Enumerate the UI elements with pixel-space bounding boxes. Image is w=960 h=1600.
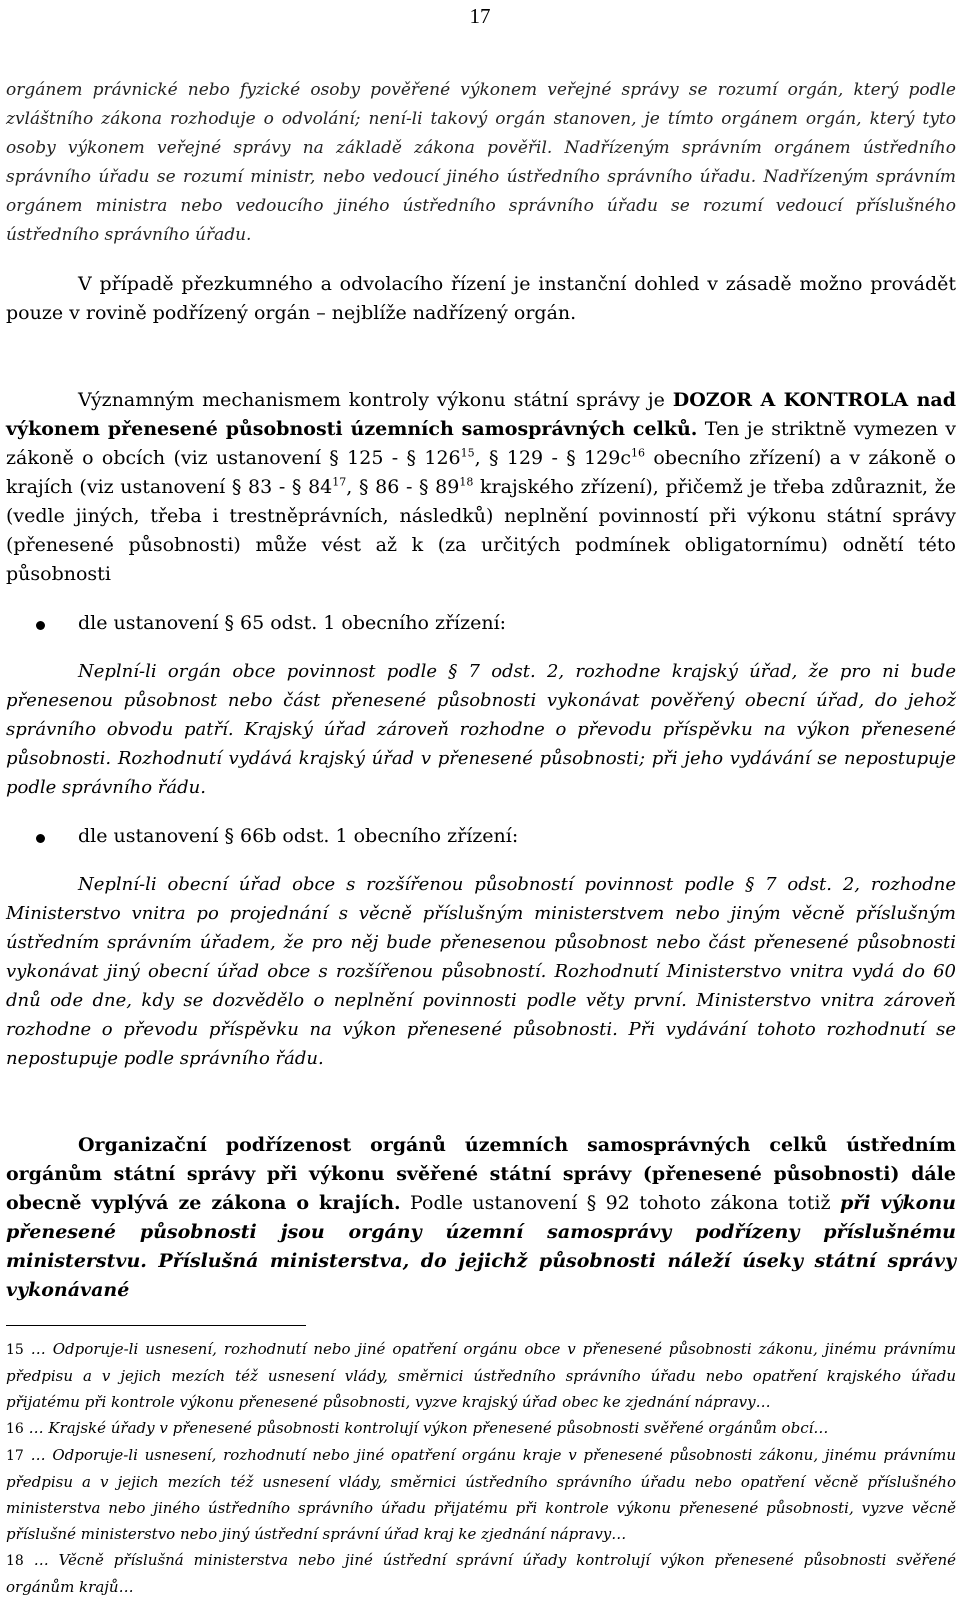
page-content <box>6 76 956 1600</box>
bullet-item <box>6 609 956 638</box>
law-quote: Neplní-li obecní úřad obce s rozšířenou působností povinnost podle § 7 odst. 2, rozhodne Ministerstvo vnitra po projednání s věcně příslušným ministerstvem nebo jiným věcně příslušným ústředním správním úřadem, že pro něj bude přenesenou působnost nebo část přenesené působnosti vykonávat jiný obecní úřad obce s rozšířenou působností. Rozhodnutí Ministerstvo vnitra vydá do 60 dnů ode dne, kdy se dozvědělo o neplnění povinnosti podle věty první. Ministerstvo vnitra zároveň rozhodne o převodu příspěvku na výkon přenesené působnosti. Při vydávání tohoto rozhodnutí se nepostupuje podle správního řádu. <box>6 874 956 1069</box>
bullet-text: dle ustanovení § 66b odst. 1 obecního zřízení: <box>78 825 519 847</box>
paragraph-text: obecního zřízení) a v zákoně o krajích (viz ustanovení § 83 - § 84 <box>6 447 956 498</box>
footnote <box>6 1336 956 1415</box>
paragraph-text: krajského zřízení), přičemž je třeba zdůraznit, že (vedle jiných, třeba i trestněprávních, následků) neplnění povinností při výkonu státní správy (přenesené působnosti) může vést až k (za určitých podmínek obligatornímu) odnětí této působnosti <box>6 476 956 585</box>
bullet-text: dle ustanovení § 65 odst. 1 obecního zřízení: <box>78 612 507 634</box>
bullet-icon <box>36 834 45 843</box>
footnote-ref[interactable]: 15 <box>460 446 475 460</box>
paragraph-text: Ten je striktně vymezen v zákoně o obcích (viz ustanovení § 125 - § 126 <box>6 418 956 469</box>
paragraph-continuation: orgánem právnické nebo fyzické osoby pověřené výkonem veřejné správy se rozumí orgán, který podle zvláštního zákona rozhoduje o odvolání; není-li takový orgán stanoven, je tímto orgánem orgán, který tyto osoby výkonem veřejné správy na základě zákona pověřil. Nadřízeným správním orgánem ústředního správního úřadu se rozumí ministr, nebo vedoucí jiného ústředního správního úřadu. Nadřízeným správním orgánem ministra nebo vedoucího jiného ústředního správního úřadu se rozumí vedoucí příslušného ústředního správního úřadu. <box>6 80 956 245</box>
footnotes <box>6 1336 956 1600</box>
footnote-number: 17 <box>6 1448 24 1464</box>
footnote-ref[interactable]: 18 <box>459 475 474 489</box>
page-number: 17 <box>469 4 491 28</box>
paragraph-text: Významným mechanismem kontroly výkonu státní správy je <box>78 389 673 411</box>
footnote-number: 16 <box>6 1421 24 1437</box>
footnote-text: … Odporuje-li usnesení, rozhodnutí nebo jiné opatření orgánu obce v přenesené působnosti zákonu, jinému právnímu předpisu a v jejich mezích též usnesení vlády, směrnici ústředního správního úřadu nebo opatření krajského úřadu přijatému při kontrole výkonu přenesené působnosti, vyzve krajský úřad obec ke zjednání nápravy… <box>6 1340 956 1411</box>
footnote-text: … Věcně příslušná ministerstva nebo jiné ústřední správní úřady kontrolují výkon přenesené působnosti svěřené orgánům krajů… <box>6 1551 956 1596</box>
bullet-item <box>6 822 956 851</box>
footnote <box>6 1547 956 1600</box>
footnote <box>6 1415 956 1442</box>
footnote-ref[interactable]: 17 <box>332 475 347 489</box>
footnote-number: 18 <box>6 1553 24 1569</box>
footnote-text: … Odporuje-li usnesení, rozhodnutí nebo jiné opatření orgánu kraje v přenesené působnosti zákonu, jinému právnímu předpisu a v jejich mezích též usnesení vlády, směrnici ústředního správního úřadu nebo opatření věcně příslušného ministerstva nebo jiného ústředního správního úřadu přijatému při kontrole výkonu přenesené působnosti, vyzve věcně příslušné ministerstvo nebo jiný ústřední správní úřad kraj ke zjednání nápravy… <box>6 1446 956 1543</box>
law-quote: Neplní-li orgán obce povinnost podle § 7 odst. 2, rozhodne krajský úřad, že pro ni bude přenesenou působnost nebo část přenesené působnosti vykonávat pověřený obecní úřad, do jehož správního obvodu patří. Krajský úřad zároveň rozhodne o převodu příspěvku na výkon přenesené působnosti. Rozhodnutí vydává krajský úřad v přenesené působnosti; při jeho vydávání se nepostupuje podle správního řádu. <box>6 661 956 798</box>
footnote-number: 15 <box>6 1342 24 1358</box>
paragraph-text: , § 86 - § 89 <box>346 476 460 498</box>
bold-heading-text: Organizační podřízenost orgánů územních samosprávných celků ústředním orgánům státní správy při výkonu svěřené státní správy (přenesené působnosti) dále obecně vyplývá ze zákona o krajích. <box>6 1134 956 1214</box>
footnote-separator <box>6 1325 306 1326</box>
paragraph-supervision <box>6 386 956 589</box>
paragraph-instance-review: V případě přezkumného a odvolacího řízení je instanční dohled v zásadě možno provádět pouze v rovině podřízený orgán – nejblíže nadřízený orgán. <box>6 273 956 324</box>
footnote-ref[interactable]: 16 <box>631 446 646 460</box>
paragraph-organizational <box>6 1131 956 1305</box>
paragraph-text: Podle ustanovení § 92 tohoto zákona totiž <box>400 1192 840 1214</box>
footnote <box>6 1442 956 1547</box>
bullet-icon <box>36 621 45 630</box>
paragraph-text: , § 129 - § 129c <box>474 447 632 469</box>
bold-italic-text: při výkonu přenesené působnosti jsou orgány územní samosprávy podřízeny příslušnému ministerstvu. Příslušná ministerstva, do jejichž působnosti náleží úseky státní správy vykonávané <box>6 1192 956 1301</box>
footnote-text: … Krajské úřady v přenesené působnosti kontrolují výkon přenesené působnosti svěřené orgánům obcí… <box>23 1419 829 1437</box>
bold-heading-text: DOZOR A KONTROLA nad výkonem přenesené působnosti územních samosprávných celků. <box>6 389 956 440</box>
